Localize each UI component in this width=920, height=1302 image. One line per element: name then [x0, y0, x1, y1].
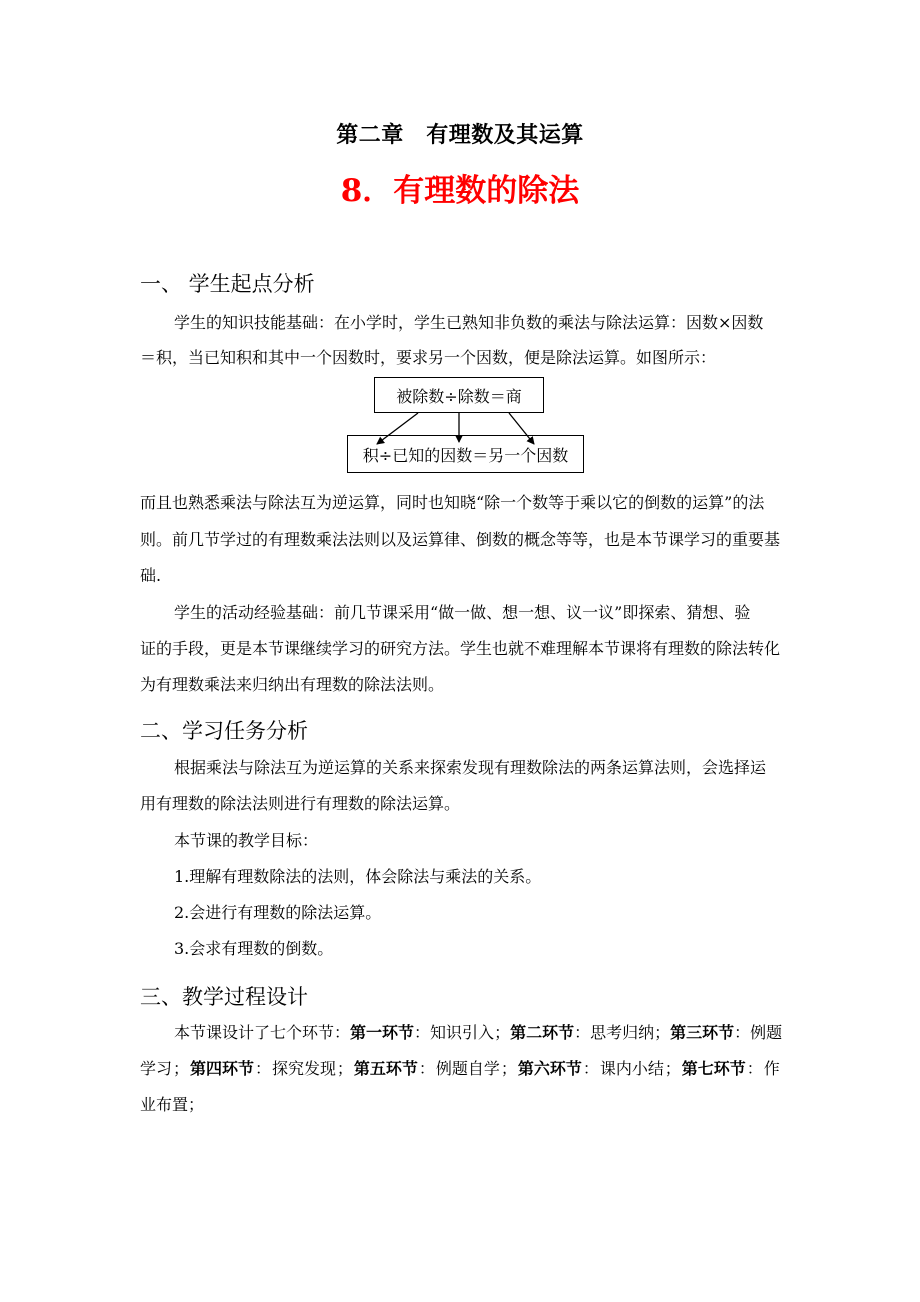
step-text: 例题自学 — [435, 1059, 500, 1078]
step-text: 知识引入 — [430, 1023, 495, 1042]
goal-item: 3.会求有理数的倒数。 — [174, 939, 334, 958]
section1-para2-line2: 则。前几节学过的有理数乘法法则以及运算律、倒数的概念等等，也是本节课学习的重要基 — [140, 530, 781, 549]
arrow-left — [377, 413, 418, 444]
section3-intro-line3: 业布置； — [140, 1095, 205, 1114]
step-text: 课内小结 — [599, 1059, 664, 1078]
step-text: 思考归纳 — [590, 1023, 655, 1042]
step-label: 第四环节 — [189, 1059, 254, 1078]
section1-para1-line2: ＝积，当已知积和其中一个因数时，要求另一个因数，便是除法运算。如图所示： — [140, 348, 717, 367]
goals-title: 本节课的教学目标： — [174, 831, 319, 850]
section1-para3-line1: 学生的活动经验基础：前几节课采用“做一做、想一想、议一议”即探索、猜想、验 — [174, 603, 751, 622]
diagram-top-box-text: 被除数÷除数＝商 — [396, 386, 522, 406]
diagram-bottom-box-text: 积÷已知的因数＝另一个因数 — [362, 445, 569, 465]
section1-para2-line1: 而且也熟悉乘法与除法互为逆运算，同时也知晓“除一个数等于乘以它的倒数的运算”的法 — [140, 493, 765, 512]
step-label: 第三环节 — [670, 1023, 735, 1042]
intro-prefix: 本节课设计了七个环节： — [174, 1023, 351, 1042]
section3-intro-line1: 本节课设计了七个环节：第一环节：知识引入；第二环节：思考归纳；第三环节：例题 — [174, 1023, 783, 1042]
step-text-part: 作 — [763, 1059, 780, 1078]
section1-para3-line2: 证的手段，更是本节课继续学习的研究方法。学生也就不难理解本节课将有理数的除法转化 — [140, 639, 781, 658]
step-label: 第一环节 — [350, 1023, 415, 1042]
section3-heading: 三、教学过程设计 — [140, 985, 308, 1009]
section1-heading: 一、 学生起点分析 — [140, 272, 315, 296]
section1-para2-line3: 础. — [140, 566, 162, 585]
section2-para1-line2: 用有理数的除法法则进行有理数的除法运算。 — [140, 794, 461, 813]
step-label: 第二环节 — [510, 1023, 575, 1042]
step-text: 探究发现 — [271, 1059, 336, 1078]
chapter-title: 第二章 有理数及其运算 — [336, 122, 584, 148]
step-text-part: 学习 — [140, 1059, 173, 1078]
lesson-title: 8．有理数的除法 — [340, 173, 580, 209]
goal-item: 2.会进行有理数的除法运算。 — [174, 903, 382, 922]
section2-para1-line1: 根据乘法与除法互为逆运算的关系来探索发现有理数除法的两条运算法则，会选择运 — [174, 758, 767, 777]
step-label: 第六环节 — [517, 1059, 582, 1078]
section3-intro-line2: 学习 ； 第四环节 ： 探究发现 ； 第五环节 ： 例题自学 ； 第六环节 ： 课内小结 ； 第七环节 ： 作 — [140, 1059, 780, 1078]
section2-heading: 二、学习任务分析 — [140, 719, 308, 743]
arrow-right — [509, 413, 534, 444]
step-text-part: 例题 — [750, 1023, 783, 1042]
section1-para1-line1: 学生的知识技能基础：在小学时，学生已熟知非负数的乘法与除法运算：因数×因数 — [174, 313, 764, 332]
step-text-part: 业布置 — [140, 1095, 189, 1114]
step-label: 第七环节 — [681, 1059, 746, 1078]
step-label: 第五环节 — [353, 1059, 418, 1078]
section1-para3-line3: 为有理数乘法来归纳出有理数的除法法则。 — [140, 675, 445, 694]
goal-item: 1.理解有理数除法的法则，体会除法与乘法的关系。 — [174, 867, 542, 886]
